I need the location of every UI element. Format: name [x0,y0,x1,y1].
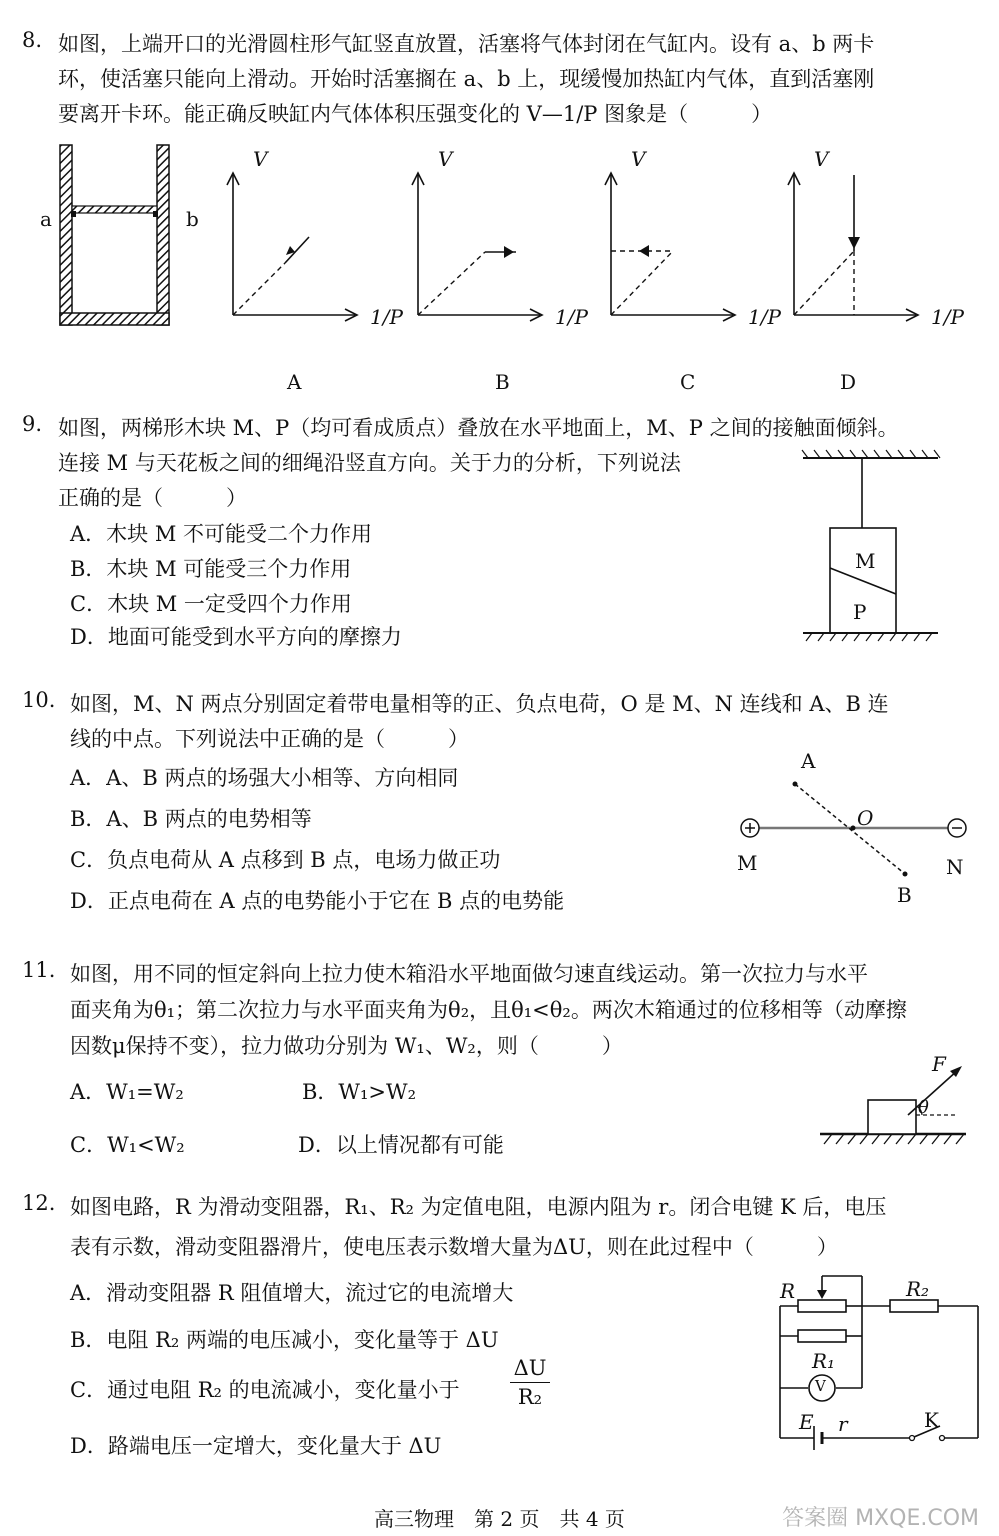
watermark-logo: 答案圈 MXQE.COM [782,1506,979,1531]
graph-d-x-label [931,305,964,329]
cylinder-figure [40,140,200,330]
q12-option-c: C．通过电阻 R₂ 的电流减小，变化量小于 [70,1378,460,1402]
q12-option-a: A．滑动变阻器 R 阻值增大，流过它的电流增大 [70,1281,514,1305]
q10-option-b: B．A、B 两点的电势相等 [70,807,312,831]
q11-line-1: 如图，用不同的恒定斜向上拉力使木箱沿水平地面做匀速直线运动。第一次拉力与水平 [70,962,868,986]
graph-d-v-label: V [814,147,829,171]
graph-a-x-text: 1/P [370,305,403,329]
block-p-label: P [853,600,867,624]
graph-b-x-label [555,305,588,329]
q11-line-2: 面夹角为θ₁；第二次拉力与水平面夹角为θ₂，且θ₁<θ₂。两次木箱通过的位移相等（动摩擦 [70,998,907,1022]
circuit-ri-label: r [838,1412,848,1436]
ring-b-label: b [186,207,199,231]
graph-d-x-text: 1/P [931,305,964,329]
q9-option-d: D．地面可能受到水平方向的摩擦力 [70,625,402,649]
q10-option-d: D．正点电荷在 A 点的电势能小于它在 B 点的电势能 [70,889,565,913]
q11-line-3: 因数μ保持不变），拉力做功分别为 W₁、W₂，则（ ） [70,1034,623,1058]
voltmeter-label: V [815,1377,826,1395]
choice-a-label: A [287,370,302,394]
graph-c-x-text: 1/P [748,305,781,329]
fraction-numerator: ΔU [510,1356,550,1383]
circuit-r1-label: R₁ [812,1349,836,1373]
q10-number: 10. [22,688,56,712]
q10-line-2: 线的中点。下列说法中正确的是（ ） [70,727,469,751]
q12-option-b: B．电阻 R₂ 两端的电压减小，变化量等于 ΔU [70,1328,499,1352]
point-m-label: M [737,851,758,875]
q9-line-3: 正确的是（ ） [58,486,247,510]
point-b-label: B [897,883,912,907]
graph-b-v-label: V [438,147,453,171]
circuit-e-label: E [799,1410,814,1434]
q11-option-b: B．W₁>W₂ [302,1080,417,1104]
graph-b [410,165,555,325]
q11-option-c: C．W₁<W₂ [70,1133,185,1157]
circuit-r2-label: R₂ [906,1277,930,1301]
force-f-label: F [932,1052,946,1076]
q8-line-1: 如图，上端开口的光滑圆柱形气缸竖直放置，活塞将气体封闭在气缸内。设有 a、b 两卡 [58,32,875,56]
q12-fraction [510,1356,550,1409]
q11-option-a: A．W₁=W₂ [70,1080,184,1104]
q11-option-d: D．以上情况都有可能 [298,1133,504,1157]
graph-a-v-label: V [253,147,268,171]
q8-line-2: 环，使活塞只能向上滑动。开始时活塞搁在 a、b 上，现缓慢加热缸内气体，直到活塞刚 [58,67,875,91]
q12-number: 12. [22,1191,56,1215]
theta-label: θ [918,1097,929,1118]
q8-number: 8. [22,28,43,52]
q10-line-1: 如图，M、N 两点分别固定着带电量相等的正、负点电荷，O 是 M、N 连线和 A、B 连 [70,692,889,716]
choice-d-label: D [840,370,857,394]
q12-line-2: 表有示数，滑动变阻器滑片，使电压表示数增大量为ΔU，则在此过程中（ ） [70,1235,838,1259]
switch-k-label: K [924,1408,939,1432]
q12-line-1: 如图电路，R 为滑动变阻器，R₁、R₂ 为定值电阻，电源内阻为 r。闭合电键 K 后，电压 [70,1195,887,1219]
q10-option-c: C．负点电荷从 A 点移到 B 点，电场力做正功 [70,848,501,872]
page-footer: 高三物理 第 2 页 共 4 页 [374,1507,625,1531]
graph-b-x-text: 1/P [555,305,588,329]
q11-number: 11. [22,958,56,982]
q12-option-d: D．路端电压一定增大，变化量大于 ΔU [70,1434,442,1458]
point-n-label: N [946,855,964,879]
q9-option-c: C．木块 M 一定受四个力作用 [70,592,352,616]
block-m-label: M [855,549,876,573]
fraction-denominator: R₂ [517,1385,543,1409]
q9-option-a: A．木块 M 不可能受二个力作用 [70,522,373,546]
point-o-label: O [857,806,874,830]
graph-c-x-label [748,305,781,329]
graph-a [225,165,370,325]
q9-line-2: 连接 M 与天花板之间的细绳沿竖直方向。关于力的分析，下列说法 [58,451,681,475]
graph-c-v-label: V [631,147,646,171]
circuit-r-label: R [780,1279,796,1303]
q9-option-b: B．木块 M 可能受三个力作用 [70,557,352,581]
q10-option-a: A．A、B 两点的场强大小相等、方向相同 [70,766,459,790]
choice-b-label: B [495,370,510,394]
ring-a-label: a [40,207,52,231]
circuit-figure [770,1268,985,1473]
q9-number: 9. [22,412,43,436]
choice-c-label: C [680,370,696,394]
charges-figure [735,770,975,890]
graph-d [786,165,931,325]
graph-a-x-label [370,305,403,329]
graph-c [603,165,748,325]
q8-line-3: 要离开卡环。能正确反映缸内气体体积压强变化的 V—1/P 图象是（ ） [58,102,773,126]
q9-line-1: 如图，两梯形木块 M、P（均可看成质点）叠放在水平地面上，M、P 之间的接触面倾斜。 [58,416,899,440]
point-a-label: A [801,749,816,773]
